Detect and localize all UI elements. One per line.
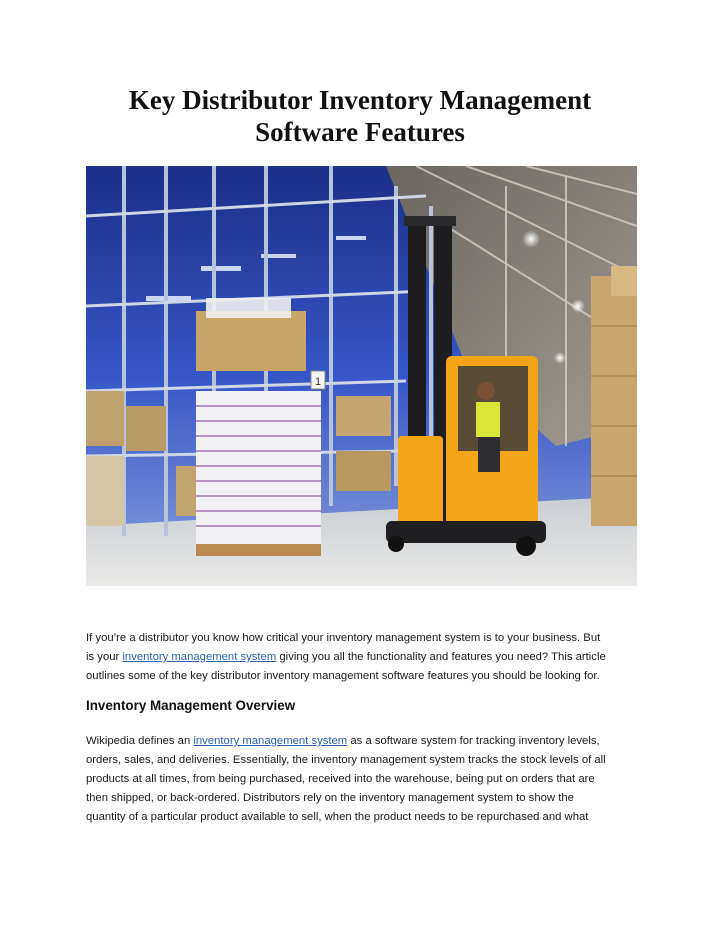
wikipedia-inventory-link[interactable]: inventory management system — [193, 735, 348, 747]
intro-line-2-rest: giving you all the functionality and features you need? This article — [276, 651, 606, 663]
overview-line-5: quantity of a particular product available to sell, when the product needs to be repurchased and what — [86, 811, 589, 823]
overview-line-1-text: Wikipedia defines an — [86, 735, 194, 747]
rack-sign-number: 1 — [314, 376, 322, 388]
overview-paragraph — [86, 732, 638, 827]
title-line-2: Software Features — [255, 117, 465, 147]
overview-line-3: products at all times, from being purchased, received into the warehouse, being put on orders that are — [86, 773, 595, 785]
intro-line-2 — [86, 648, 638, 667]
overview-line-1 — [86, 732, 638, 751]
intro-paragraph — [86, 629, 638, 686]
overview-line-1-rest: as a software system for tracking inventory levels, — [347, 735, 600, 747]
intro-line-2-text: is your — [86, 651, 123, 663]
overview-line-4: then shipped, or back-ordered. Distributors rely on the inventory management system to show the — [86, 792, 574, 804]
document-title — [60, 84, 660, 148]
section-heading: Inventory Management Overview — [86, 698, 296, 713]
warehouse-forklift-photo — [86, 166, 637, 586]
intro-line-1: If you’re a distributor you know how critical your inventory management system is to your business. But — [86, 632, 601, 644]
inventory-management-system-link[interactable]: inventory management system — [122, 651, 277, 663]
intro-line-3: outlines some of the key distributor inventory management software features you should be looking for. — [86, 670, 600, 682]
overview-line-2: orders, sales, and deliveries. Essentially, the inventory management system tracks the stock levels of all — [86, 754, 606, 766]
title-line-1: Key Distributor Inventory Management — [128, 85, 592, 115]
